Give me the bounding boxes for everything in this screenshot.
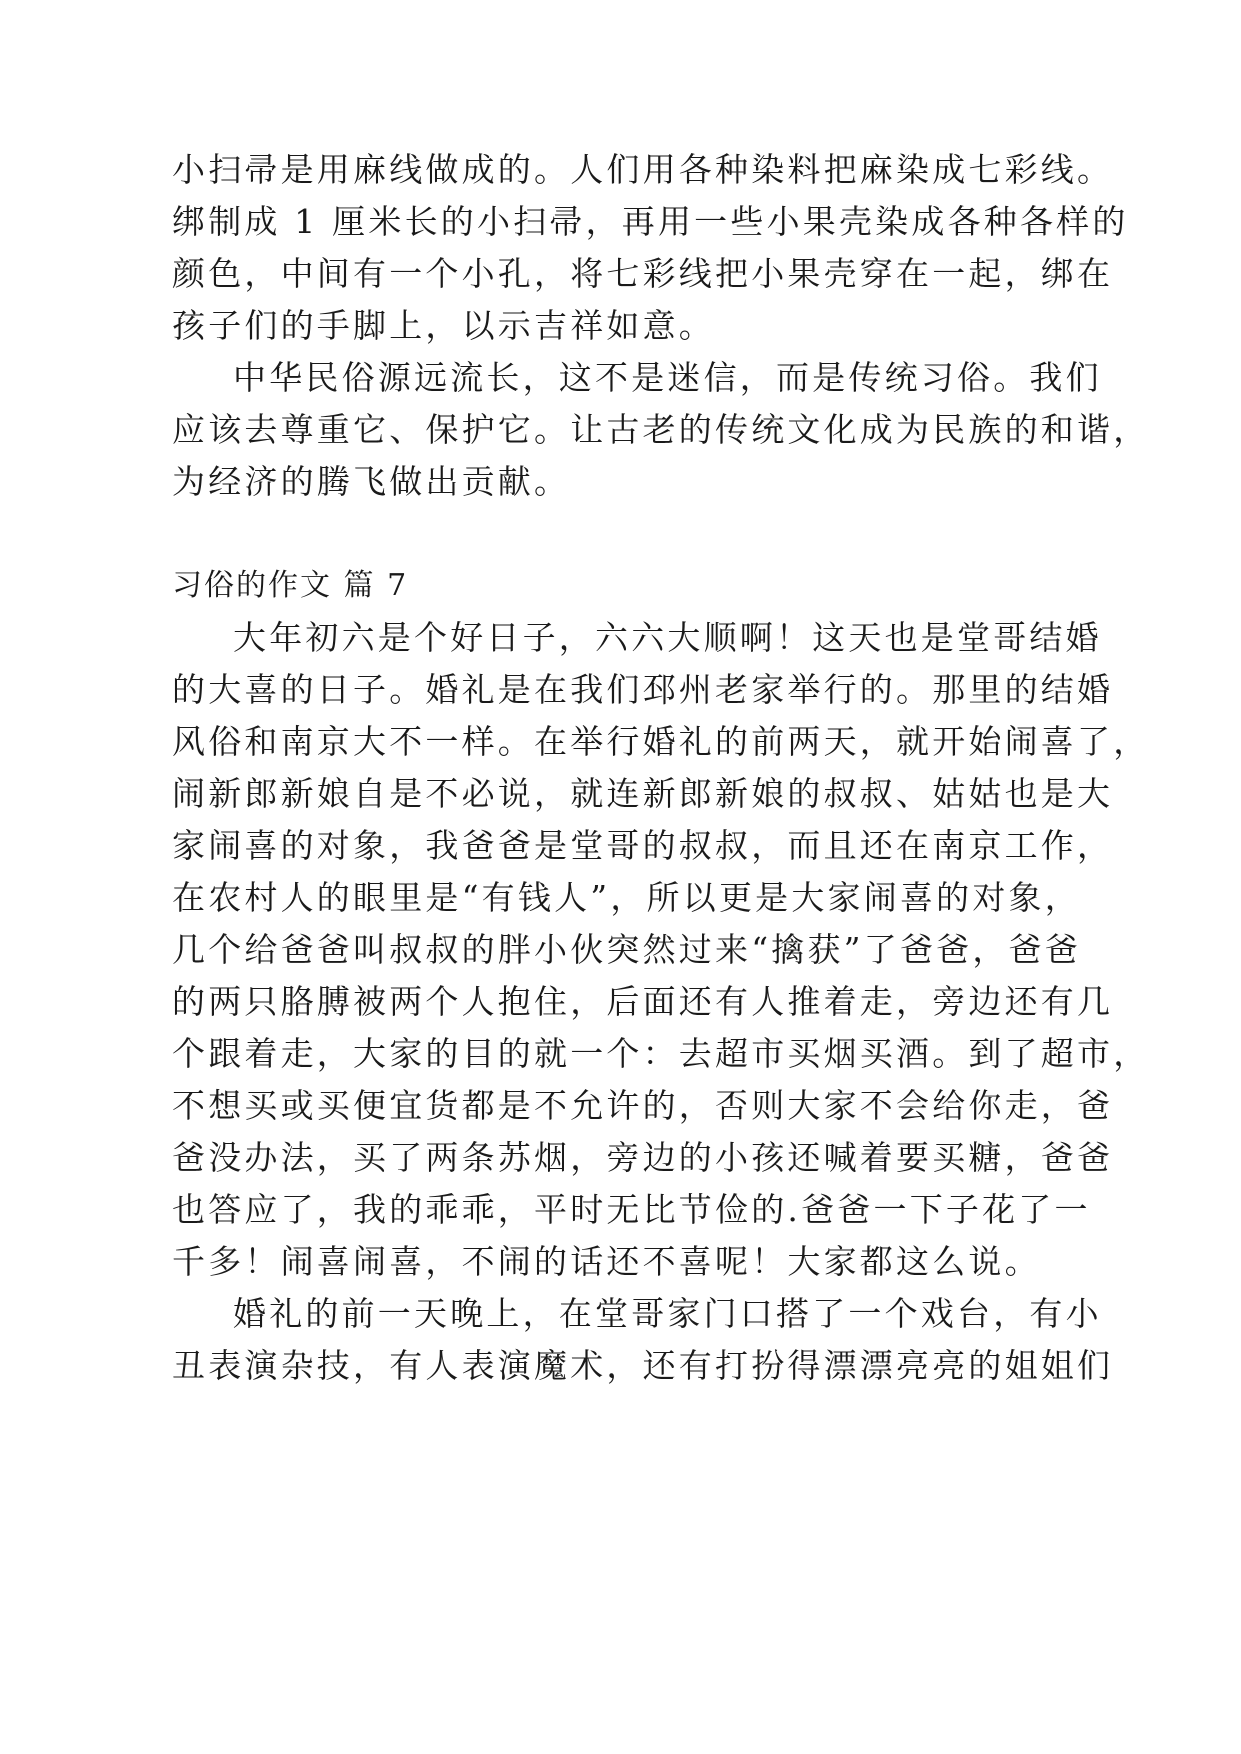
paragraph-line: 丑表演杂技，有人表演魔术，还有打扮得漂漂亮亮的姐姐们: [172, 1346, 1114, 1385]
paragraph-line: 应该去尊重它、保护它。让古老的传统文化成为民族的和谐，: [172, 410, 1150, 449]
paragraph-line: 颜色，中间有一个小孔，将七彩线把小果壳穿在一起，绑在: [172, 254, 1114, 293]
section-heading: 习俗的作文 篇 7: [172, 568, 409, 603]
paragraph-line: 家闹喜的对象，我爸爸是堂哥的叔叔，而且还在南京工作，: [172, 826, 1114, 865]
paragraph-line: 的大喜的日子。婚礼是在我们邳州老家举行的。那里的结婚: [172, 670, 1114, 709]
paragraph-line: 也答应了，我的乖乖，平时无比节俭的.爸爸一下子花了一: [172, 1190, 1091, 1229]
paragraph-line: 几个给爸爸叫叔叔的胖小伙突然过来“擒获”了爸爸，爸爸: [172, 930, 1081, 969]
paragraph-line: 在农村人的眼里是“有钱人”，所以更是大家闹喜的对象，: [172, 878, 1081, 917]
paragraph-line: 爸没办法，买了两条苏烟，旁边的小孩还喊着要买糖，爸爸: [172, 1138, 1114, 1177]
paragraph-line: 闹新郎新娘自是不必说，就连新郎新娘的叔叔、姑姑也是大: [172, 774, 1114, 813]
paragraph-line: 中华民俗源远流长，这不是迷信，而是传统习俗。我们: [233, 358, 1102, 397]
paragraph-line: 为经济的腾飞做出贡献。: [172, 462, 571, 501]
paragraph-line: 婚礼的前一天晚上，在堂哥家门口搭了一个戏台，有小: [233, 1294, 1102, 1333]
paragraph-line: 小扫帚是用麻线做成的。人们用各种染料把麻染成七彩线。: [172, 150, 1114, 189]
paragraph-line: 不想买或买便宜货都是不允许的，否则大家不会给你走，爸: [172, 1086, 1114, 1125]
paragraph-line: 大年初六是个好日子，六六大顺啊！这天也是堂哥结婚: [233, 618, 1102, 657]
paragraph-line: 绑制成 1 厘米长的小扫帚，再用一些小果壳染成各种各样的: [172, 202, 1129, 241]
paragraph-line: 孩子们的手脚上，以示吉祥如意。: [172, 306, 715, 345]
paragraph-line: 个跟着走，大家的目的就一个：去超市买烟买酒。到了超市，: [172, 1034, 1150, 1073]
paragraph-line: 千多！闹喜闹喜，不闹的话还不喜呢！大家都这么说。: [172, 1242, 1041, 1281]
paragraph-line: 的两只胳膊被两个人抱住，后面还有人推着走，旁边还有几: [172, 982, 1114, 1021]
paragraph-line: 风俗和南京大不一样。在举行婚礼的前两天，就开始闹喜了，: [172, 722, 1150, 761]
